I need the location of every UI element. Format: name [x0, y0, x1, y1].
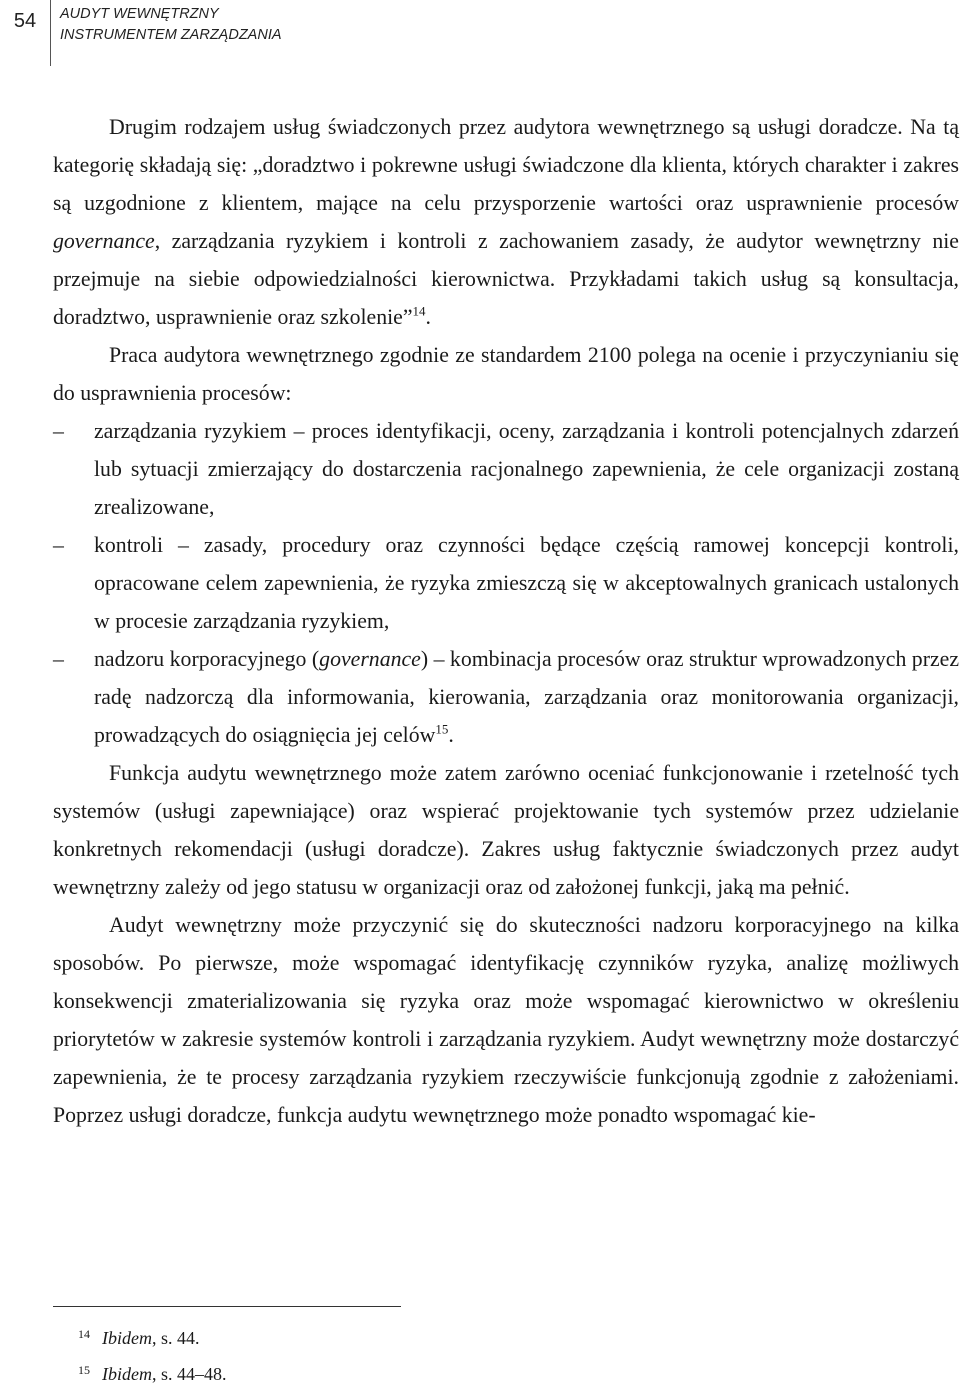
list-item — [53, 526, 959, 640]
footnote-separator — [53, 1306, 401, 1307]
footnote-number: 14 — [78, 1327, 90, 1341]
header-divider — [50, 0, 51, 66]
page-header — [0, 0, 960, 70]
list-item — [53, 412, 959, 526]
list-item — [53, 640, 959, 754]
page-number: 54 — [13, 10, 37, 32]
list-item-text: kontroli – zasady, procedury oraz czynności będące częścią ramowej koncepcji kontroli, opracowane celem zapewnienia, że ryzyka zmieszczą się w akceptowalnych granicach ustalonych w procesie zarządzania ryzykiem, — [94, 533, 959, 633]
paragraph-1-text-b: , zarządzania ryzykiem i kontroli z zachowaniem zasady, że audytor wewnętrzny nie przejmuje na siebie odpowiedzialności kierownictwa. Przykładami takich usług są konsultacja, doradztwo, usprawnienie oraz szkolenie” — [53, 229, 959, 329]
footnote-15 — [78, 1354, 227, 1390]
list-dash: – — [53, 419, 64, 443]
paragraph-1-italic-term: governance — [53, 229, 155, 253]
list-item-italic-term: governance — [319, 647, 421, 671]
running-head — [60, 4, 282, 46]
footnote-14 — [78, 1318, 227, 1354]
running-head-line-2: INSTRUMENTEM ZARZĄDZANIA — [60, 27, 282, 43]
list-item-text-b: ) – kombinacja procesów oraz struktur wprowadzonych przez radę nadzorczą dla informowania, kierowania, zarządzania oraz monitorowania organizacji, prowadzących do osiągnięcia jej celów — [94, 647, 959, 747]
paragraph-3: Funkcja audytu wewnętrznego może zatem zarówno oceniać funkcjonowanie i rzetelność tych systemów (usługi zapewniające) oraz wspierać projektowanie tych systemów przez udzielanie konkretnych rekomendacji (usługi doradcze). Zakres usług faktycznie świadczonych przez audyt wewnętrzny zależy od jego statusu w organizacji oraz od założonej funkcji, jaką ma pełnić. — [53, 761, 959, 899]
footnote-source: Ibidem — [102, 1328, 152, 1348]
main-text — [53, 108, 959, 1134]
list-item-text: zarządzania ryzykiem – proces identyfikacji, oceny, zarządzania i kontroli potencjalnych zdarzeń lub sytuacji zmierzający do dostarczenia racjonalnego zapewnienia, że cele organizacji zostaną zrealizowane, — [94, 419, 959, 519]
footnote-ref-14: 14 — [412, 303, 426, 319]
list-item-text-a: nadzoru korporacyjnego ( — [94, 647, 320, 671]
list-item-end: . — [448, 723, 454, 747]
footnote-ref-15: 15 — [435, 721, 449, 737]
paragraph-2: Praca audytora wewnętrznego zgodnie ze standardem 2100 polega na ocenie i przyczynianiu się do usprawnienia procesów: — [53, 343, 959, 405]
paragraph-1-end: . — [425, 305, 431, 329]
paragraph-4: Audyt wewnętrzny może przyczynić się do skuteczności nadzoru korporacyjnego na kilka sposobów. Po pierwsze, może wspomagać identyfikację czynników ryzyka, analizę możliwych konsekwencji zmaterializowania się ryzyka oraz może wspomagać kierownictwo w określeniu priorytetów w zakresie systemów kontroli i zarządzania ryzykiem. Audyt wewnętrzny może dostarczyć zapewnienia, że te procesy zarządzania ryzykiem rzeczywiście funkcjonują zgodnie z założeniami. Poprzez usługi doradcze, funkcja audytu wewnętrznego może ponadto wspomagać kie- — [53, 913, 959, 1127]
footnote-source: Ibidem — [102, 1364, 152, 1384]
list-dash: – — [53, 647, 64, 671]
running-head-line-1: AUDYT WEWNĘTRZNY — [60, 6, 219, 22]
footnote-pages: , s. 44–48. — [151, 1364, 227, 1384]
footnote-number: 15 — [78, 1363, 90, 1377]
paragraph-1 — [53, 108, 959, 336]
paragraph-1-text-a: Drugim rodzajem usług świadczonych przez audytora wewnętrznego są usługi doradcze. Na tą kategorię składają się: „doradztwo i pokrewne usługi świadczone dla klienta, których charakter i zakres są uzgodnione z klientem, mające na celu przysporzenie wartości oraz usprawnienie procesów — [53, 115, 959, 215]
footnote-pages: , s. 44. — [151, 1328, 200, 1348]
dash-list — [53, 412, 959, 754]
list-dash: – — [53, 533, 64, 557]
footnotes — [78, 1318, 227, 1390]
